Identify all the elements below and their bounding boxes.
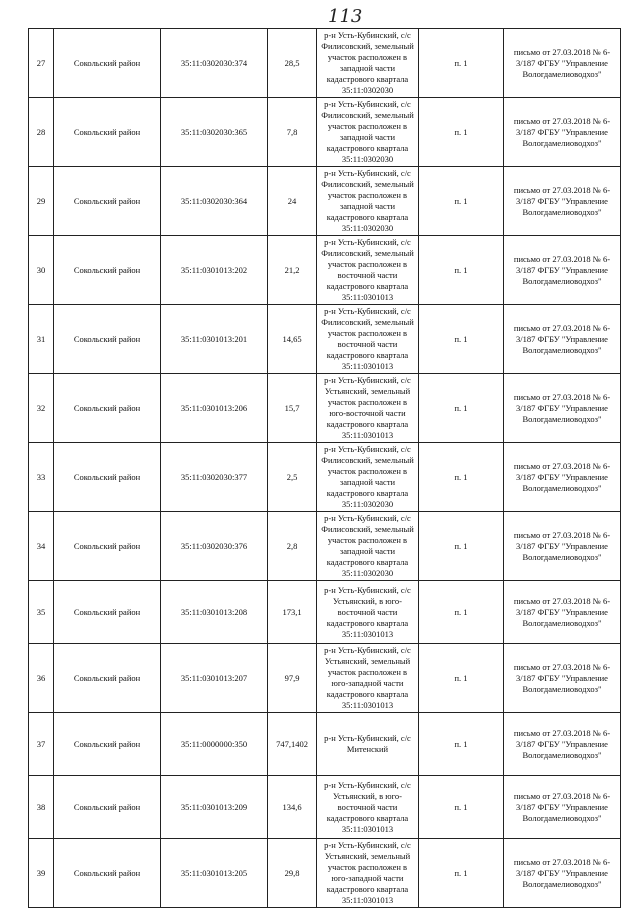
district-cell: Сокольский район xyxy=(54,236,161,305)
location-cell: р-н Усть-Кубинский, с/с Филисовский, земельный участок расположен в западной части кадастрового квартала 35:11:0302030 xyxy=(317,98,419,167)
document-cell: письмо от 27.03.2018 № 6-3/187 ФГБУ "Управление Вологдамелиоводхоз" xyxy=(504,443,621,512)
table-row xyxy=(29,236,621,305)
document-cell: письмо от 27.03.2018 № 6-3/187 ФГБУ "Управление Вологдамелиоводхоз" xyxy=(504,581,621,644)
cadastral-number-cell: 35:11:0301013:208 xyxy=(161,581,268,644)
location-cell: р-н Усть-Кубинский, с/с Митенский xyxy=(317,713,419,776)
table-row xyxy=(29,29,621,98)
location-cell: р-н Усть-Кубинский, с/с Филисовский, земельный участок расположен в западной части кадастрового квартала 35:11:0302030 xyxy=(317,443,419,512)
land-plots-table xyxy=(28,28,621,908)
row-number: 28 xyxy=(29,98,54,167)
district-cell: Сокольский район xyxy=(54,305,161,374)
area-cell: 134,6 xyxy=(268,776,317,839)
area-cell: 2,5 xyxy=(268,443,317,512)
row-number: 32 xyxy=(29,374,54,443)
location-cell: р-н Усть-Кубинский, с/с Филисовский, земельный участок расположен в западной части кадастрового квартала 35:11:0302030 xyxy=(317,512,419,581)
area-cell: 747,1402 xyxy=(268,713,317,776)
row-number: 34 xyxy=(29,512,54,581)
document-cell: письмо от 27.03.2018 № 6-3/187 ФГБУ "Управление Вологдамелиоводхоз" xyxy=(504,374,621,443)
location-cell: р-н Усть-Кубинский, с/с Устьянский, в юго-восточной части кадастрового квартала 35:11:0301013 xyxy=(317,776,419,839)
location-cell: р-н Усть-Кубинский, с/с Филисовский, земельный участок расположен в восточной части кадастрового квартала 35:11:0301013 xyxy=(317,236,419,305)
area-cell: 29,8 xyxy=(268,839,317,908)
table-row xyxy=(29,98,621,167)
row-number: 39 xyxy=(29,839,54,908)
district-cell: Сокольский район xyxy=(54,29,161,98)
row-number: 35 xyxy=(29,581,54,644)
table-row xyxy=(29,512,621,581)
cadastral-number-cell: 35:11:0302030:364 xyxy=(161,167,268,236)
table-row xyxy=(29,443,621,512)
basis-cell: п. 1 xyxy=(419,512,504,581)
district-cell: Сокольский район xyxy=(54,713,161,776)
basis-cell: п. 1 xyxy=(419,839,504,908)
basis-cell: п. 1 xyxy=(419,98,504,167)
basis-cell: п. 1 xyxy=(419,374,504,443)
cadastral-number-cell: 35:11:0301013:205 xyxy=(161,839,268,908)
cadastral-number-cell: 35:11:0301013:201 xyxy=(161,305,268,374)
basis-cell: п. 1 xyxy=(419,581,504,644)
row-number: 27 xyxy=(29,29,54,98)
district-cell: Сокольский район xyxy=(54,839,161,908)
document-cell: письмо от 27.03.2018 № 6-3/187 ФГБУ "Управление Вологдамелиоводхоз" xyxy=(504,236,621,305)
area-cell: 14,65 xyxy=(268,305,317,374)
document-cell: письмо от 27.03.2018 № 6-3/187 ФГБУ "Управление Вологдамелиоводхоз" xyxy=(504,167,621,236)
basis-cell: п. 1 xyxy=(419,305,504,374)
row-number: 33 xyxy=(29,443,54,512)
cadastral-number-cell: 35:11:0301013:202 xyxy=(161,236,268,305)
district-cell: Сокольский район xyxy=(54,98,161,167)
location-cell: р-н Усть-Кубинский, с/с Устьянский, земельный участок расположен в юго-западной части кадастрового квартала 35:11:0301013 xyxy=(317,644,419,713)
document-cell: письмо от 27.03.2018 № 6-3/187 ФГБУ "Управление Вологдамелиоводхоз" xyxy=(504,839,621,908)
cadastral-number-cell: 35:11:0301013:207 xyxy=(161,644,268,713)
row-number: 31 xyxy=(29,305,54,374)
document-cell: письмо от 27.03.2018 № 6-3/187 ФГБУ "Управление Вологдамелиоводхоз" xyxy=(504,98,621,167)
page-number: 113 xyxy=(328,6,363,27)
district-cell: Сокольский район xyxy=(54,776,161,839)
basis-cell: п. 1 xyxy=(419,713,504,776)
table-row xyxy=(29,581,621,644)
document-cell: письмо от 27.03.2018 № 6-3/187 ФГБУ "Управление Вологдамелиоводхоз" xyxy=(504,713,621,776)
location-cell: р-н Усть-Кубинский, с/с Филисовский, земельный участок расположен в западной части кадастрового квартала 35:11:0302030 xyxy=(317,167,419,236)
row-number: 30 xyxy=(29,236,54,305)
document-cell: письмо от 27.03.2018 № 6-3/187 ФГБУ "Управление Вологдамелиоводхоз" xyxy=(504,29,621,98)
area-cell: 15,7 xyxy=(268,374,317,443)
cadastral-number-cell: 35:11:0301013:209 xyxy=(161,776,268,839)
table-row xyxy=(29,305,621,374)
area-cell: 28,5 xyxy=(268,29,317,98)
basis-cell: п. 1 xyxy=(419,776,504,839)
district-cell: Сокольский район xyxy=(54,167,161,236)
cadastral-number-cell: 35:11:0000000:350 xyxy=(161,713,268,776)
cadastral-number-cell: 35:11:0302030:377 xyxy=(161,443,268,512)
document-cell: письмо от 27.03.2018 № 6-3/187 ФГБУ "Управление Вологдамелиоводхоз" xyxy=(504,305,621,374)
table-row xyxy=(29,644,621,713)
area-cell: 21,2 xyxy=(268,236,317,305)
table-row xyxy=(29,839,621,908)
cadastral-number-cell: 35:11:0302030:374 xyxy=(161,29,268,98)
location-cell: р-н Усть-Кубинский, с/с Филисовский, земельный участок расположен в восточной части кадастрового квартала 35:11:0301013 xyxy=(317,305,419,374)
area-cell: 24 xyxy=(268,167,317,236)
document-cell: письмо от 27.03.2018 № 6-3/187 ФГБУ "Управление Вологдамелиоводхоз" xyxy=(504,776,621,839)
document-cell: письмо от 27.03.2018 № 6-3/187 ФГБУ "Управление Вологдамелиоводхоз" xyxy=(504,644,621,713)
district-cell: Сокольский район xyxy=(54,512,161,581)
cadastral-number-cell: 35:11:0301013:206 xyxy=(161,374,268,443)
table-row xyxy=(29,776,621,839)
area-cell: 173,1 xyxy=(268,581,317,644)
table-body xyxy=(29,29,621,908)
basis-cell: п. 1 xyxy=(419,644,504,713)
row-number: 37 xyxy=(29,713,54,776)
area-cell: 2,8 xyxy=(268,512,317,581)
area-cell: 7,8 xyxy=(268,98,317,167)
location-cell: р-н Усть-Кубинский, с/с Устьянский, земельный участок расположен в юго-западной части кадастрового квартала 35:11:0301013 xyxy=(317,839,419,908)
row-number: 38 xyxy=(29,776,54,839)
cadastral-number-cell: 35:11:0302030:376 xyxy=(161,512,268,581)
cadastral-number-cell: 35:11:0302030:365 xyxy=(161,98,268,167)
basis-cell: п. 1 xyxy=(419,236,504,305)
district-cell: Сокольский район xyxy=(54,443,161,512)
table-row xyxy=(29,167,621,236)
location-cell: р-н Усть-Кубинский, с/с Филисовский, земельный участок расположен в западной части кадастрового квартала 35:11:0302030 xyxy=(317,29,419,98)
basis-cell: п. 1 xyxy=(419,29,504,98)
document-cell: письмо от 27.03.2018 № 6-3/187 ФГБУ "Управление Вологдамелиоводхоз" xyxy=(504,512,621,581)
basis-cell: п. 1 xyxy=(419,167,504,236)
location-cell: р-н Усть-Кубинский, с/с Устьянский, в юго-восточной части кадастрового квартала 35:11:0301013 xyxy=(317,581,419,644)
row-number: 36 xyxy=(29,644,54,713)
area-cell: 97,9 xyxy=(268,644,317,713)
table-row xyxy=(29,713,621,776)
basis-cell: п. 1 xyxy=(419,443,504,512)
district-cell: Сокольский район xyxy=(54,644,161,713)
district-cell: Сокольский район xyxy=(54,581,161,644)
row-number: 29 xyxy=(29,167,54,236)
district-cell: Сокольский район xyxy=(54,374,161,443)
location-cell: р-н Усть-Кубинский, с/с Устьянский, земельный участок расположен в юго-восточной части кадастрового квартала 35:11:0301013 xyxy=(317,374,419,443)
table-row xyxy=(29,374,621,443)
